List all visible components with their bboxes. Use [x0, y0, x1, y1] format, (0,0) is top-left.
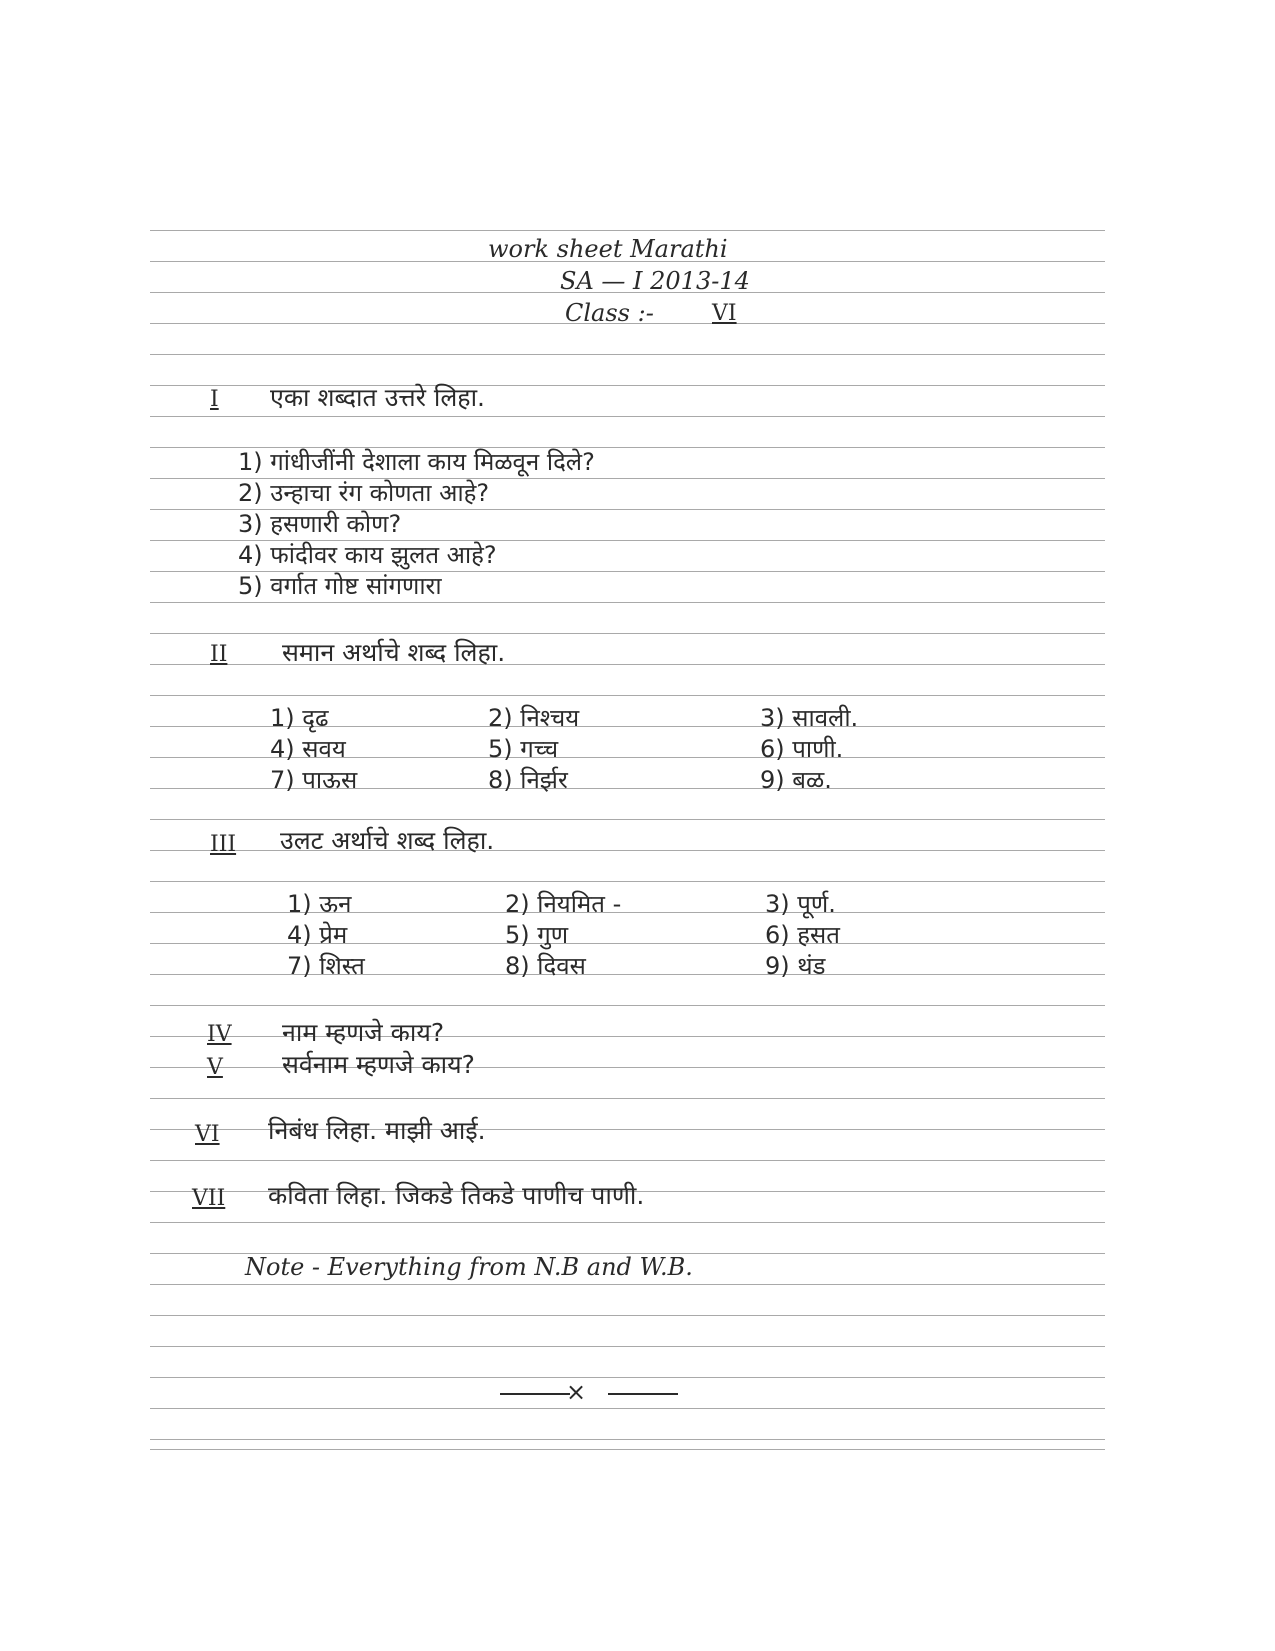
word-item: 3) पूर्ण.: [765, 890, 836, 918]
exam-term: SA — I 2013-14: [560, 267, 750, 295]
word-item: 2) नियमित -: [505, 890, 622, 918]
rule-line: [150, 1005, 1105, 1006]
word-item: 5) गच्च: [488, 735, 559, 763]
rule-line: [150, 1160, 1105, 1161]
rule-line: [150, 695, 1105, 696]
rule-line: [150, 1284, 1105, 1285]
word-item: 3) सावली.: [760, 704, 859, 732]
end-dash-right: [608, 1393, 678, 1395]
note-text: Note - Everything from N.B and W.B.: [245, 1253, 693, 1281]
word-item: 5) गुण: [505, 921, 569, 949]
section-numeral: VI: [195, 1122, 220, 1147]
class-value: VI: [712, 301, 737, 326]
end-dash-left: [500, 1393, 570, 1395]
rule-line: [150, 633, 1105, 634]
word-item: 7) पाऊस: [270, 766, 358, 794]
rule-line: [150, 416, 1105, 417]
rule-line: [150, 1408, 1105, 1409]
word-item: 7) शिस्त: [287, 952, 365, 980]
word-item: 4) सवय: [270, 735, 346, 763]
question-item: 4) फांदीवर काय झुलत आहे?: [238, 541, 497, 569]
rule-line: [150, 1222, 1105, 1223]
word-item: 1) दृढ: [270, 704, 329, 732]
question-item: 2) उन्हाचा रंग कोणता आहे?: [238, 479, 490, 507]
class-label: Class :-: [565, 299, 654, 327]
question-item: 5) वर्गात गोष्ट सांगणारा: [238, 572, 442, 600]
worksheet-title: work sheet Marathi: [488, 235, 728, 263]
section-heading: सर्वनाम म्हणजे काय?: [282, 1050, 475, 1079]
section-numeral: V: [207, 1055, 223, 1080]
section-heading: कविता लिहा. जिकडे तिकडे पाणीच पाणी.: [268, 1181, 645, 1210]
word-item: 9) थंड: [765, 952, 826, 980]
word-item: 8) निर्झर: [488, 766, 568, 794]
rule-line: [150, 1377, 1105, 1378]
rule-line: [150, 1346, 1105, 1347]
section-heading: समान अर्थाचे शब्द लिहा.: [282, 638, 506, 667]
rule-line: [150, 819, 1105, 820]
word-item: 4) प्रेम: [287, 921, 348, 949]
rule-line: [150, 1098, 1105, 1099]
word-item: 6) पाणी.: [760, 735, 844, 763]
word-item: 6) हसत: [765, 921, 840, 949]
end-mark: ×: [566, 1378, 587, 1406]
word-item: 8) दिवस: [505, 952, 586, 980]
section-numeral: IV: [207, 1022, 232, 1047]
question-item: 1) गांधीजींनी देशाला काय मिळवून दिले?: [238, 448, 595, 476]
rule-line: [150, 354, 1105, 355]
rule-line: [150, 1315, 1105, 1316]
section-numeral: II: [210, 642, 228, 667]
section-numeral: III: [210, 832, 237, 857]
rule-line: [150, 230, 1105, 231]
section-heading: उलट अर्थाचे शब्द लिहा.: [280, 826, 495, 855]
question-item: 3) हसणारी कोण?: [238, 510, 402, 538]
rule-line: [150, 1449, 1105, 1450]
word-item: 2) निश्चय: [488, 704, 580, 732]
section-numeral: I: [210, 387, 219, 412]
word-item: 1) ऊन: [287, 890, 352, 918]
rule-line: [150, 881, 1105, 882]
word-item: 9) बळ.: [760, 766, 832, 794]
section-numeral: VII: [192, 1186, 226, 1211]
section-heading: निबंध लिहा. माझी आई.: [268, 1116, 486, 1145]
rule-line: [150, 1439, 1105, 1440]
section-heading: नाम म्हणजे काय?: [282, 1018, 445, 1047]
rule-line: [150, 602, 1105, 603]
section-heading: एका शब्दात उत्तरे लिहा.: [270, 383, 485, 412]
